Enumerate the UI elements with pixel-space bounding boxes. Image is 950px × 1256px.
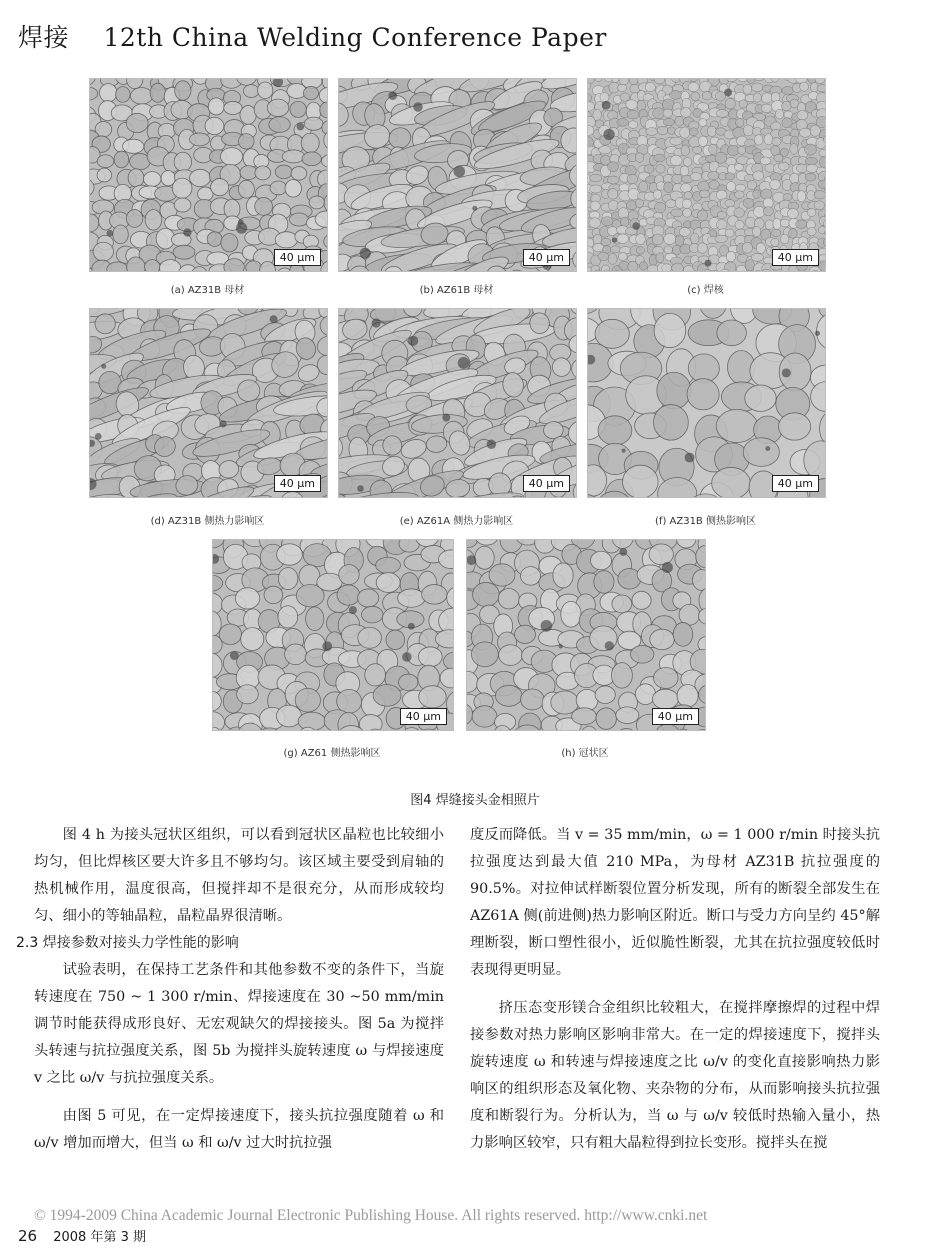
running-header [18,18,607,54]
page-footer [18,1226,146,1245]
journal-name: 焊接 [18,23,70,52]
micrograph-a [89,78,328,272]
micrograph-f [587,308,826,498]
micrograph-d-image [90,309,327,497]
micrograph-e [338,308,577,498]
paragraph: 由图 5 可见，在一定焊接速度下，接头抗拉强度随着 ω 和 ω/v 增加而增大，但当 ω 和 ω/v 过大时抗拉强 [34,1108,444,1151]
scale-bar: 40 μm [274,249,321,266]
micrograph-a-image [90,79,327,271]
micrograph-b [338,78,577,272]
caption-c: (c) 焊核 [687,285,724,296]
issue-info: 2008 年第 3 期 [53,1230,146,1245]
micrograph-b-image [339,79,576,271]
scale-bar: 40 μm [400,708,447,725]
micrograph-d [89,308,328,498]
micrograph-c [587,78,826,272]
figure-caption: 图4 焊缝接头金相照片 [410,793,540,808]
micrograph-c-image [588,79,825,271]
scale-bar: 40 μm [652,708,699,725]
scale-bar: 40 μm [523,249,570,266]
caption-e: (e) AZ61A 侧热力影响区 [399,516,514,527]
conference-name: 12th China Welding Conference Paper [103,23,607,52]
scale-bar: 40 μm [274,475,321,492]
scale-bar: 40 μm [523,475,570,492]
paragraph: 挤压态变形镁合金组织比较粗大，在搅拌摩擦焊的过程中焊接参数对热力影响区影响非常大。在一定的焊接速度下，搅拌头旋转速度 ω 和转速与焊接速度之比 ω/v 的变化直接影响热力影响区的组织形态及氧化物、夹杂物的分布，从而影响接头抗拉强度和断裂行为。分析认为，当 ω 与 ω/v 较低时热输入量小，热力影响区较窄，只有粗大晶粒得到拉长变形。搅拌头在搅 [470,1000,880,1151]
micrograph-e-image [339,309,576,497]
copyright-watermark: © 1994-2009 China Academic Journal Electronic Publishing House. All rights reserved. http://www.cnki.net [34,1207,708,1224]
section-heading: 2.3 焊接参数对接头力学性能的影响 [16,935,239,951]
paragraph: 图 4 h 为接头冠状区组织，可以看到冠状区晶粒也比较细小均匀，但比焊核区要大许多且不够均匀。该区域主要受到肩轴的热机械作用，温度很高，但搅拌却不是很充分，从而形成较均匀、细小的等轴晶粒，晶粒晶界很清晰。 [34,827,444,924]
caption-b: (b) AZ61B 母材 [419,285,494,296]
micrograph-h [466,539,706,731]
micrograph-g [212,539,454,731]
paragraph: 试验表明，在保持工艺条件和其他参数不变的条件下，当旋转速度在 750 ~ 1 300 r/min、焊接速度在 30 ~50 mm/min 调节时能获得成形良好、无宏观缺欠的焊接接头。图 5a 为搅拌头转速与抗拉强度关系，图 5b 为搅拌头旋转速度 ω 与焊接速度 v 之比 ω/v 与抗拉强度关系。 [34,962,444,1086]
micrograph-h-image [467,540,705,730]
right-column [470,822,880,1157]
scale-bar: 40 μm [772,475,819,492]
caption-h: (h) 冠状区 [561,748,609,759]
left-column [16,822,444,1157]
caption-a: (a) AZ31B 母材 [170,285,245,296]
paragraph: 度反而降低。当 v = 35 mm/min，ω = 1 000 r/min 时接头抗拉强度达到最大值 210 MPa，为母材 AZ31B 抗拉强度的 90.5%。对拉伸试样断裂位置分析发现，所有的断裂全部发生在 AZ61A 侧(前进侧)热力影响区附近。断口与受力方向呈约 45°解理断裂，断口塑性很小，近似脆性断裂，尤其在抗拉强度较低时表现得更明显。 [470,827,880,978]
micrograph-f-image [588,309,825,497]
caption-f: (f) AZ31B 侧热影响区 [655,516,756,527]
caption-g: (g) AZ61 侧热影响区 [283,748,381,759]
micrograph-g-image [213,540,453,730]
caption-d: (d) AZ31B 侧热力影响区 [150,516,265,527]
page-number: 26 [18,1227,38,1245]
scale-bar: 40 μm [772,249,819,266]
